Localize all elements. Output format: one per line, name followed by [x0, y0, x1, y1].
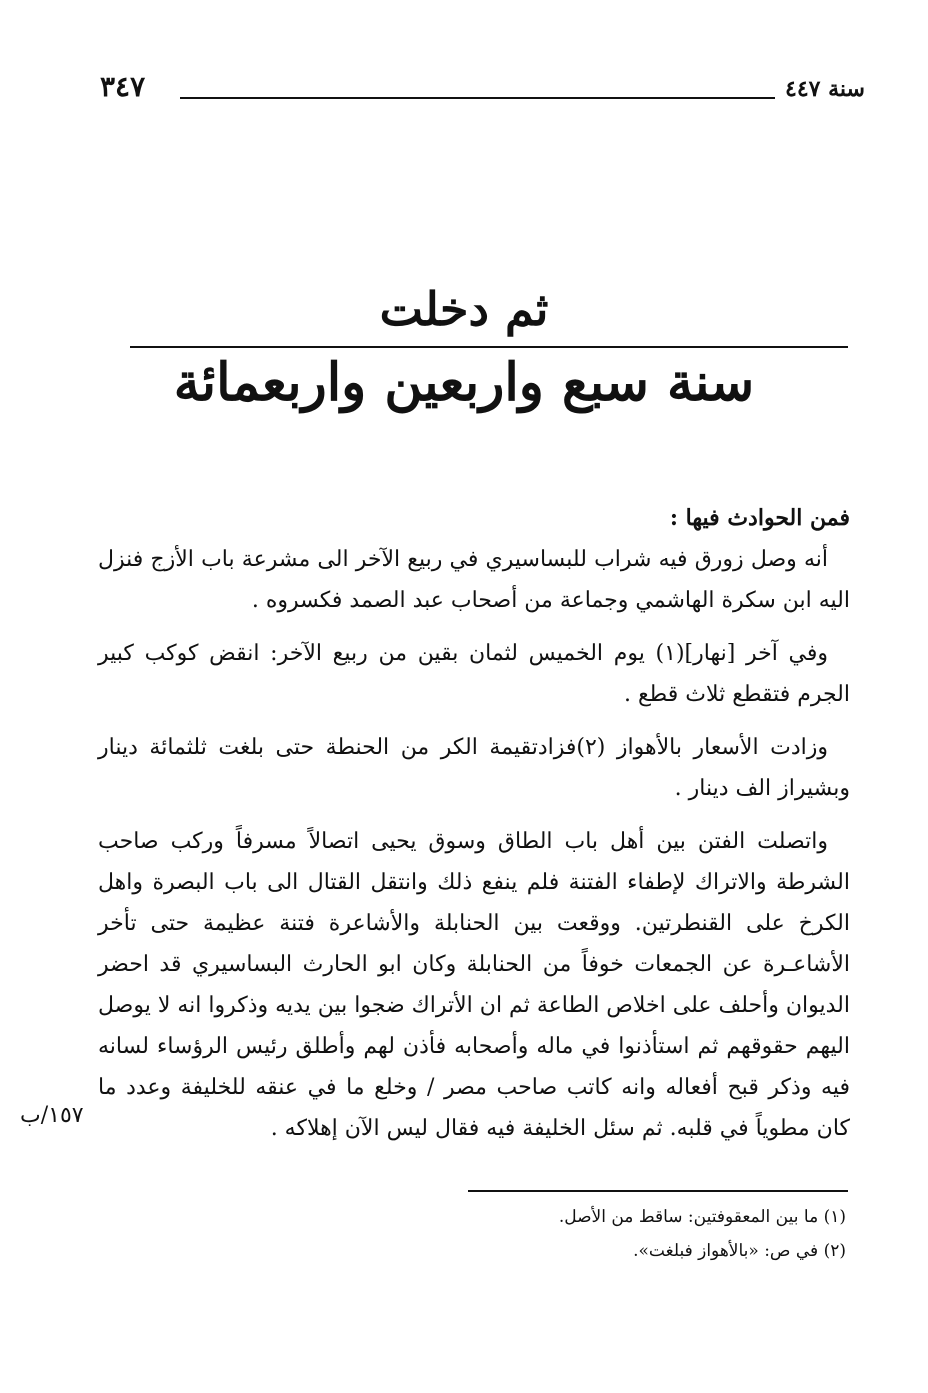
footnotes	[246, 1200, 846, 1268]
main-text	[98, 498, 850, 1161]
header-year-label: سنة ٤٤٧	[785, 76, 865, 102]
footnote: (١) ما بين المعقوفتين: ساقط من الأصل.	[558, 1207, 846, 1227]
paragraph: واتصلت الفتن بين أهل باب الطاق وسوق يحيى اتصالاً مسرفاً وركب صاحب الشرطة والاتراك لإطفاء الفتنة فلم ينفع ذلك وانتقل القتال الى باب البصرة واهل الكرخ على القنطرتين. ووقعت بين الحنابلة والأشاعرة فتنة عظيمة حتى تأخر الأشاعـرة عن الجمعات خوفاً من الحنابلة وكان ابو الحارث البساسيري قد احضر الديوان وأحلف على اخلاص الطاعة ثم ان الأتراك ضجوا بين يديه وذكروا انه لا يوصل اليهم حقوقهم ثم استأذنوا في ماله وأصحابه فأذن لهم وأطلق رئيس الرؤساء لسانه فيه وذكر قبح أفعاله وانه كاتب صاحب مصر / وخلع ما في عنقه للخليفة وعدد ما كان مطوياً في قلبه. ثم سئل الخليفة فيه فقال ليس الآن إهلاكه .	[98, 829, 850, 1141]
section-lead: فمن الحوادث فيها :	[669, 505, 850, 531]
paragraph: أنه وصل زورق فيه شراب للبساسيري في ربيع الآخر الى مشرعة باب الأزج فنزل اليه ابن سكرة الهاشمي وجماعة من أصحاب عبد الصمد فكسروه .	[98, 547, 850, 613]
running-header	[100, 60, 865, 110]
chapter-title: سنة سبع واربعين واربعمائة	[173, 352, 755, 413]
manuscript-folio-note: ١٥٧/ب	[20, 1103, 84, 1128]
paragraph: وفي آخر [نهار](١) يوم الخميس لثمان بقين من ربيع الآخر: انقض كوكب كبير الجرم فتقطع ثلاث قطع .	[98, 641, 850, 707]
paragraph: وزادت الأسعار بالأهواز (٢)فزادتقيمة الكر من الحنطة حتى بلغت ثلثمائة دينار وبشيراز الف دينار .	[98, 735, 850, 801]
footnote-separator	[468, 1190, 848, 1192]
footnote: (٢) في ص: «بالأهواز فبلغت».	[633, 1241, 846, 1261]
header-rule	[180, 97, 775, 99]
chapter-divider	[130, 346, 848, 348]
page-number: ٣٤٧	[100, 70, 146, 103]
chapter-intro: ثم دخلت	[379, 282, 549, 336]
